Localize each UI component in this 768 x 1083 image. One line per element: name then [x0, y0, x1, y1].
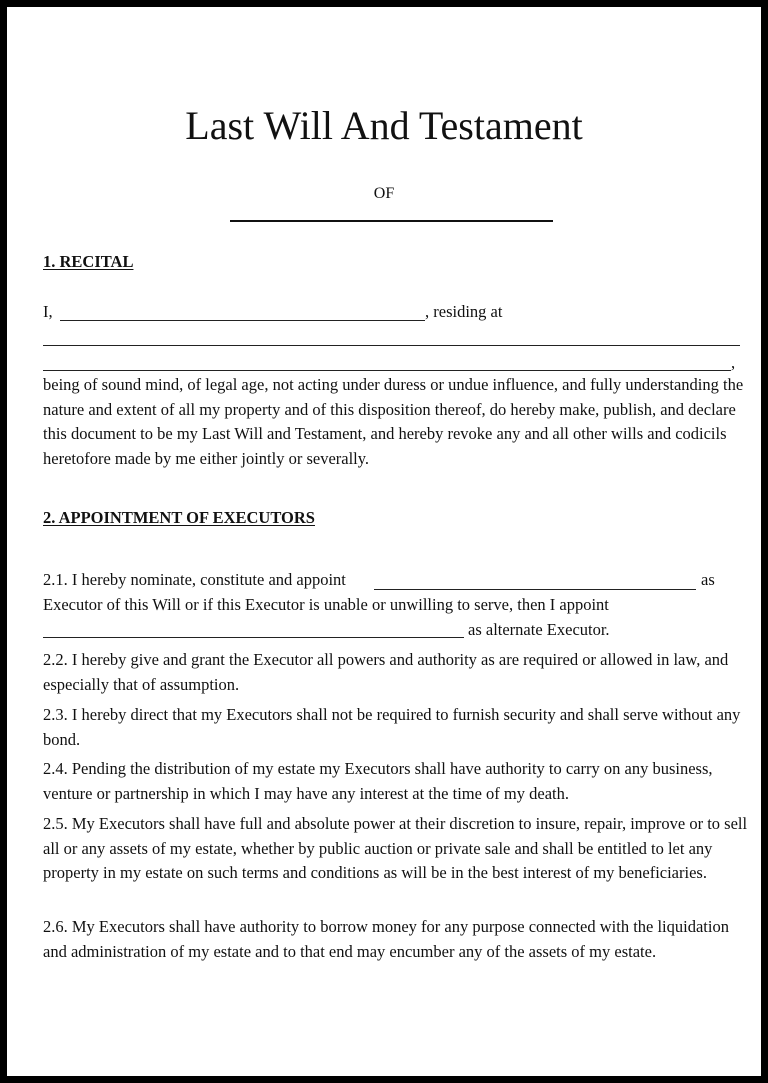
testator-name-blank[interactable]: [230, 220, 553, 222]
executors-heading: 2. APPOINTMENT OF EXECUTORS: [43, 508, 315, 527]
document-page: [7, 7, 761, 1076]
alternate-executor-line[interactable]: [43, 637, 464, 638]
document-title: Last Will And Testament: [185, 103, 583, 148]
clause-2-1-part-a: 2.1. I hereby nominate, constitute and appoint: [43, 570, 346, 589]
clause-2-6: 2.6. My Executors shall have authority to borrow money for any purpose connected with the liquidation and administration of my estate and to that end may encumber any of the assets of my estate.: [43, 917, 729, 961]
clause-2-4: 2.4. Pending the distribution of my estate my Executors shall have authority to carry on any business, venture or partnership in which I may have any interest at the time of my death.: [43, 759, 713, 803]
clause-2-2: 2.2. I hereby give and grant the Executor all powers and authority as are required or allowed in law, and especially that of assumption.: [43, 650, 729, 694]
address-line-1[interactable]: [43, 345, 740, 346]
address-comma: ,: [731, 353, 736, 372]
clause-2-3: 2.3. I hereby direct that my Executors shall not be required to furnish security and shall serve without any bond.: [43, 705, 741, 749]
clause-2-1-part-c: Executor of this Will or if this Executor is unable or unwilling to serve, then I appoint: [43, 595, 609, 614]
testator-name-line[interactable]: [60, 320, 425, 321]
recital-i-label: I,: [43, 302, 53, 321]
clause-2-1-part-d: as alternate Executor.: [468, 620, 610, 639]
clause-2-1-part-b: as: [701, 570, 715, 589]
address-line-2[interactable]: [43, 370, 731, 371]
clause-2-5: 2.5. My Executors shall have full and absolute power at their discretion to insure, repair, improve or to sell all or any assets of my estate, whether by public auction or private sale and shall be entitled to let any property in my estate on such terms and conditions as will be in the best interest of my beneficiaries.: [43, 814, 748, 882]
recital-heading: 1. RECITAL: [43, 252, 134, 271]
executor-name-line[interactable]: [374, 589, 696, 590]
recital-paragraph: being of sound mind, of legal age, not acting under duress or undue influence, and fully understanding the nature and extent of all my property and of this disposition thereof, do hereby make, publish, and declare this document to be my Last Will and Testament, and hereby revoke any and all other wills and codicils heretofore made by me either jointly or severally.: [43, 375, 744, 468]
residing-at-label: , residing at: [425, 302, 503, 321]
of-label: OF: [373, 185, 395, 202]
